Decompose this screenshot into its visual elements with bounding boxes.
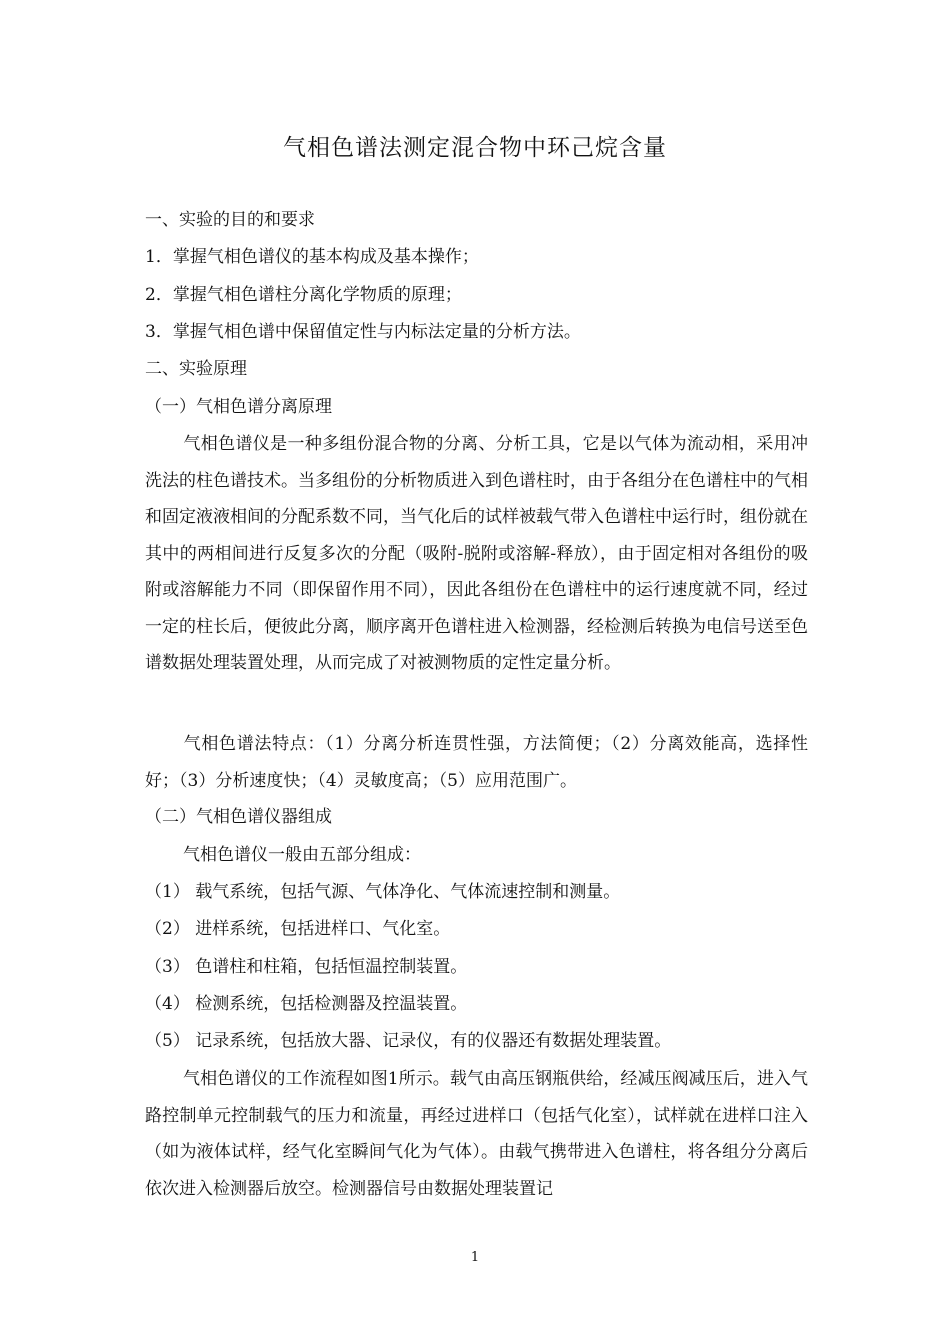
paragraph-text: 气相色谱仪的工作流程如图1所示。载气由高压钢瓶供给，经减压阀减压后，进入气路控制单元控制载气的压力和流量，再经过进样口（包括气化室），试样就在进样口注入（如为液体试样，经气化室瞬间气化为气体）。由载气携带进入色谱柱，将各组分分离后依次进入检测器后放空。检测器信号由数据处理装置记 [145,1069,808,1199]
paragraph-text: 气相色谱法特点：（1）分离分析连贯性强，方法简便；（2）分离效能高，选择性好；（3）分析速度快；（4）灵敏度高；（5）应用范围广。 [145,734,808,791]
component-item-5: （5） 记录系统，包括放大器、记录仪，有的仪器还有数据处理装置。 [145,1031,672,1051]
paragraph-components-intro: 气相色谱仪一般由五部分组成： [183,845,421,865]
component-item-2: （2） 进样系统，包括进样口、气化室。 [145,919,451,939]
subsection-heading-components: （二）气相色谱仪器组成 [145,807,332,827]
objective-item-3: 3．掌握气相色谱中保留值定性与内标法定量的分析方法。 [145,322,581,342]
paragraph-workflow [145,1061,808,1207]
subsection-heading-separation: （一）气相色谱分离原理 [145,397,332,417]
paragraph-text: 气相色谱仪是一种多组份混合物的分离、分析工具，它是以气体为流动相，采用冲洗法的柱色谱技术。当多组份的分析物质进入到色谱柱时，由于各组分在色谱柱中的气相和固定液液相间的分配系数不同，当气化后的试样被载气带入色谱柱中运行时，组份就在其中的两相间进行反复多次的分配（吸附-脱附或溶解-释放），由于固定相对各组份的吸附或溶解能力不同（即保留作用不同），因此各组份在色谱柱中的运行速度就不同，经过一定的柱长后，便彼此分离，顺序离开色谱柱进入检测器，经检测后转换为电信号送至色谱数据处理装置处理，从而完成了对被测物质的定性定量分析。 [145,434,808,673]
page-number: 1 [470,1250,480,1265]
section-heading-objectives: 一、实验的目的和要求 [145,210,315,230]
objective-item-2: 2．掌握气相色谱柱分离化学物质的原理； [145,285,462,305]
paragraph-gc-features [145,726,808,799]
paragraph-separation-principle [145,426,808,682]
objective-item-1: 1．掌握气相色谱仪的基本构成及基本操作； [145,247,479,267]
component-item-4: （4） 检测系统，包括检测器及控温装置。 [145,994,468,1014]
document-title: 气相色谱法测定混合物中环己烷含量 [283,135,667,161]
section-heading-principle: 二、实验原理 [145,359,247,379]
component-item-1: （1） 载气系统，包括气源、气体净化、气体流速控制和测量。 [145,882,621,902]
component-item-3: （3） 色谱柱和柱箱，包括恒温控制装置。 [145,957,468,977]
